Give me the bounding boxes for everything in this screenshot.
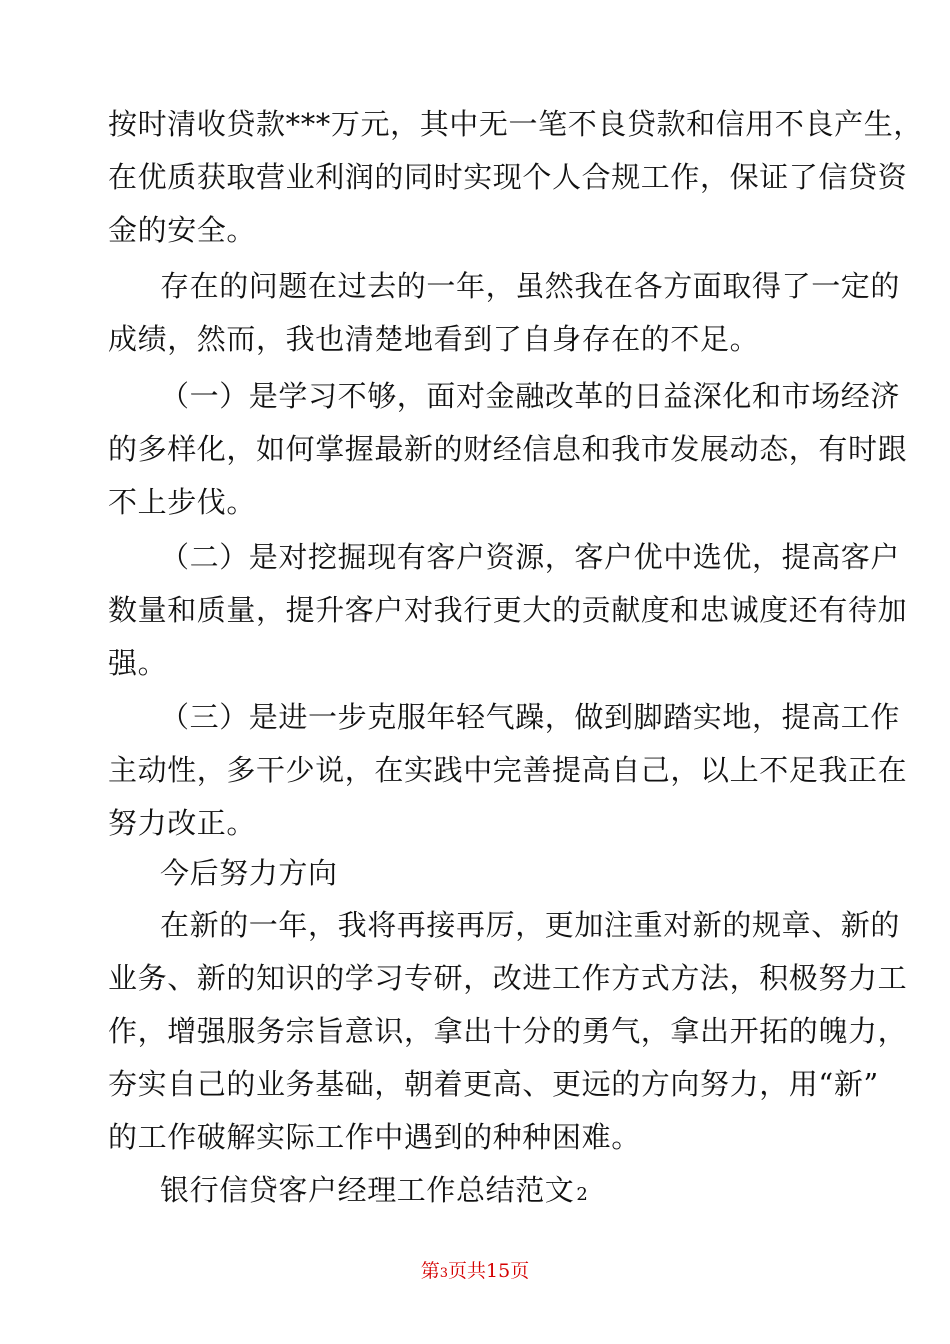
text-line: 作，增强服务宗旨意识，拿出十分的勇气，拿出开拓的魄力， <box>108 1014 908 1048</box>
text-line: 强。 <box>108 646 168 680</box>
text-line: 数量和质量，提升客户对我行更大的贡献度和忠诚度还有待加 <box>108 593 908 627</box>
section-heading: 今后努力方向 <box>160 856 338 890</box>
footer-current-page: 3 <box>439 1266 449 1281</box>
text-line: 不上步伐。 <box>108 485 257 519</box>
text-line: 主动性，多干少说，在实践中完善提高自己，以上不足我正在 <box>108 753 908 787</box>
text-line: 努力改正。 <box>108 806 257 840</box>
footer-prefix: 第 <box>420 1260 440 1282</box>
footer-total-pages: 15 <box>486 1260 511 1282</box>
text-line: 存在的问题在过去的一年，虽然我在各方面取得了一定的 <box>160 269 901 303</box>
footer-suffix: 页 <box>510 1260 530 1282</box>
text-line: 按时清收贷款***万元，其中无一笔不良贷款和信用不良产生， <box>108 107 923 141</box>
text-line: 的工作破解实际工作中遇到的种种困难。 <box>108 1120 641 1154</box>
text-line: 的多样化，如何掌握最新的财经信息和我市发展动态，有时跟 <box>108 432 908 466</box>
article-title <box>160 1172 950 1213</box>
text-line: （二）是对挖掘现有客户资源，客户优中选优，提高客户 <box>160 540 901 574</box>
article-title-text: 银行信贷客户经理工作总结范文 <box>160 1173 575 1207</box>
text-line: 成绩，然而，我也清楚地看到了自身存在的不足。 <box>108 322 760 356</box>
page-footer <box>0 1258 950 1287</box>
text-line: 夯实自己的业务基础，朝着更高、更远的方向努力，用“新” <box>108 1067 879 1101</box>
article-title-number: 2 <box>576 1184 589 1205</box>
text-line: 在新的一年，我将再接再厉，更加注重对新的规章、新的 <box>160 908 901 942</box>
text-line: （一）是学习不够，面对金融改革的日益深化和市场经济 <box>160 379 901 413</box>
text-line: （三）是进一步克服年轻气躁，做到脚踏实地，提高工作 <box>160 700 901 734</box>
footer-middle: 页共 <box>448 1260 487 1282</box>
text-line: 业务、新的知识的学习专研，改进工作方式方法，积极努力工 <box>108 961 908 995</box>
text-line: 金的安全。 <box>108 213 257 247</box>
text-line: 在优质获取营业利润的同时实现个人合规工作，保证了信贷资 <box>108 160 908 194</box>
